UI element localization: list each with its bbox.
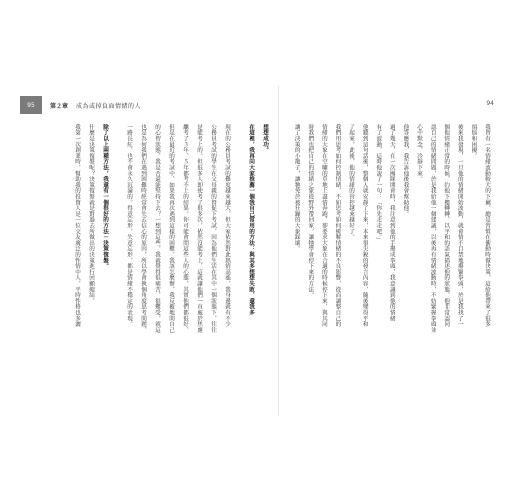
left-page-column: 我第一次創業時，幫助我的投資人是一位交友廣泛的性情中人，平時性格也多灑	[74, 124, 80, 327]
right-page-column: 他答應我，我告訴他後我會幫助他。	[402, 124, 409, 217]
right-page-column: 心中默念，冷靜下來。	[416, 124, 423, 182]
left-page-column: 一路長紅，也不會永久沉淪的。得意忘形，失意忘形，都是情緒不穩定的表現。	[126, 124, 132, 327]
left-page-column: 繼考了３年、５年都考不上的結果。你可能會問這些人的心態，其實他們都很好，	[182, 124, 188, 333]
left-page-column: 現在的公務員考試的難度越來越大，但大家依然對此熱情高漲，我身邊就有不少	[224, 124, 230, 327]
right-page-column: 認自己的情緒問題，於是我給他一個建議，以後再有情緒波動時，不妨緊握拳頭並	[429, 124, 436, 333]
left-page-column: 什麼是決策復盤呢？決策復盤就是對過去所做出的決策進行回顧總結，	[88, 124, 94, 304]
right-page-column: 情緒的大象在空曠的草地上盡情奔跑，卻要求大象在合適的時候停下來，與其同	[320, 124, 327, 327]
right-page-column: 煩惱和困擾。	[470, 124, 477, 159]
left-page-column: 除了以上兩種方法，我還有一個很好的方法－決策復盤。	[102, 124, 108, 269]
right-page-column: 有了波動，這時他說了一句：「你先走走吧。」	[375, 124, 382, 243]
right-page-column: 我們用思考如何控制情緒，不如思考如何緩解情緒的不良影響，從而調整自己的	[334, 124, 341, 327]
right-page-column: 個他情緒正常的時候，約他下樓轉轉，以平和的語氣描述他的狀態，他非常認同	[443, 124, 450, 327]
left-page-text	[46, 124, 270, 404]
right-page-column: 後來我發現，一旦他的情緒開始波動，就會情不自禁地攥緊拳頭，於是我找了一	[456, 124, 463, 327]
left-page-column: 是能考上的。但很多人即使考了很多次，依然沒能考上，這就讓他們一直處於焦慮	[196, 124, 202, 333]
left-page-column	[236, 124, 242, 404]
chapter-title: 成為或掉負面情緒的人	[76, 102, 142, 110]
book-spread	[20, 86, 498, 416]
left-page-column: 也是為何我們在遇到困難時經常會失去信心的原因，所以學會換個角度思考問題，	[140, 124, 146, 333]
left-page-column: 的心智狀態，我是否還能堅持下去？一想到這些，我就覺得很痛苦，很難受，就這	[154, 124, 160, 333]
right-page-column: 我曾有一名情緒波動較大的下屬，總是習慣在衝動時做決策，這給他帶來了很多	[484, 124, 490, 327]
right-page-number: 94	[486, 100, 494, 107]
left-page-column: 在這裡，我再向大家推薦一個我自己常用的方法：與其多想想失敗，還我多	[248, 124, 254, 316]
chapter-number: 第２章	[50, 102, 69, 110]
left-page-header	[20, 96, 270, 114]
right-page-column: 讓了決策的小籠子，讓牠免於被狂躁的大象踩壞。	[293, 124, 300, 252]
left-page-column: 但是在最近的考試中，如果我再次遇到這樣的困難，我該怎麼辦，我反覆地問自己	[168, 124, 174, 333]
right-page-text	[292, 124, 492, 404]
book-spine	[278, 86, 279, 416]
left-page-number: 95	[20, 96, 42, 114]
left-page-column: 想想成功。	[262, 124, 268, 153]
right-page-column: 時我們也把自己的情緒之象從野外帶回家，讓牠學會停下來的方法。	[307, 124, 314, 298]
left-page-column	[114, 124, 120, 404]
left-page-column: 公務員考試的學生在父母親的督促下考試，因為他們生活在其中一個狀態下，往往	[210, 124, 216, 333]
right-page-column: 過了幾天，在一次團隊開會時，我注意到他的手攥成拳頭，我意識到他的情緒	[388, 124, 395, 322]
right-page-column: 了起來，此後，他的情緒的管控越來越好了。	[348, 124, 355, 240]
right-page-column: 他聽到這句話後，整個人就安靜了下來，本來很尖銳的發言內容，隨後變得平和	[361, 124, 368, 327]
